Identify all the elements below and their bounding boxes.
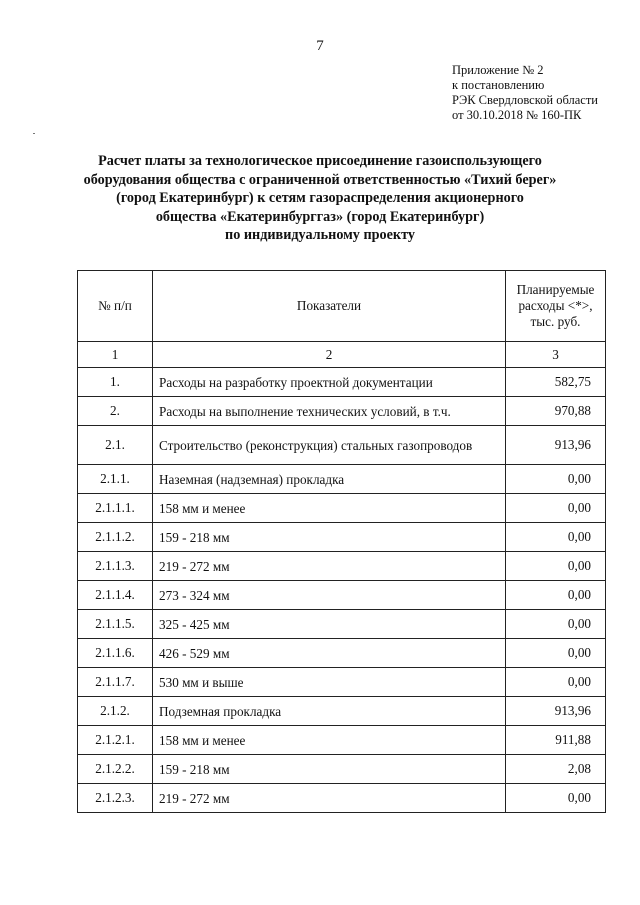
table-row <box>78 465 606 494</box>
table-row <box>78 668 606 697</box>
row-value: 913,96 <box>506 426 606 465</box>
page-number: 7 <box>316 38 324 54</box>
column-number: 3 <box>506 342 606 368</box>
table-row <box>78 755 606 784</box>
appendix-line: к постановлению <box>452 78 545 92</box>
table-row <box>78 368 606 397</box>
appendix-line: от 30.10.2018 № 160-ПК <box>452 108 582 122</box>
table-row <box>78 581 606 610</box>
table-row <box>78 397 606 426</box>
row-number: 2.1.2.3. <box>78 784 153 813</box>
row-value: 0,00 <box>506 465 606 494</box>
row-value: 2,08 <box>506 755 606 784</box>
row-number: 2.1.1. <box>78 465 153 494</box>
row-label: 530 мм и выше <box>153 668 506 697</box>
row-label: 325 - 425 мм <box>153 610 506 639</box>
row-number: 2. <box>78 397 153 426</box>
table-row <box>78 639 606 668</box>
row-label: Расходы на разработку проектной документации <box>153 368 506 397</box>
row-label: 159 - 218 мм <box>153 755 506 784</box>
row-number: 2.1. <box>78 426 153 465</box>
appendix-line: РЭК Свердловской области <box>452 93 598 107</box>
row-value: 970,88 <box>506 397 606 426</box>
header-number: № п/п <box>78 271 153 342</box>
row-value: 0,00 <box>506 552 606 581</box>
header-indicators: Показатели <box>153 271 506 342</box>
row-number: 2.1.1.7. <box>78 668 153 697</box>
row-value: 913,96 <box>506 697 606 726</box>
scan-speck <box>33 133 35 134</box>
row-value: 911,88 <box>506 726 606 755</box>
row-number: 2.1.1.6. <box>78 639 153 668</box>
row-value: 0,00 <box>506 610 606 639</box>
table-body <box>78 368 606 813</box>
row-value: 0,00 <box>506 784 606 813</box>
appendix-line: Приложение № 2 <box>452 63 544 77</box>
table-row <box>78 552 606 581</box>
table-row <box>78 726 606 755</box>
column-number: 1 <box>78 342 153 368</box>
row-number: 2.1.1.3. <box>78 552 153 581</box>
column-number-row <box>78 342 606 368</box>
row-number: 2.1.1.5. <box>78 610 153 639</box>
row-value: 0,00 <box>506 668 606 697</box>
row-number: 2.1.1.2. <box>78 523 153 552</box>
header-planned-costs: Планируемые расходы <*>, тыс. руб. <box>506 271 606 342</box>
row-number: 2.1.1.4. <box>78 581 153 610</box>
row-label: Наземная (надземная) прокладка <box>153 465 506 494</box>
column-number: 2 <box>153 342 506 368</box>
title-line: (город Екатеринбург) к сетям газораспределения акционерного <box>116 190 524 207</box>
table-row <box>78 426 606 465</box>
table-row <box>78 697 606 726</box>
row-number: 2.1.2. <box>78 697 153 726</box>
row-value: 0,00 <box>506 639 606 668</box>
row-label: 426 - 529 мм <box>153 639 506 668</box>
row-label: 159 - 218 мм <box>153 523 506 552</box>
title-line: общества «Екатеринбурггаз» (город Екатеринбург) <box>155 208 485 225</box>
cost-table <box>77 270 606 813</box>
table-row <box>78 610 606 639</box>
row-label: 158 мм и менее <box>153 494 506 523</box>
row-number: 1. <box>78 368 153 397</box>
row-label: 219 - 272 мм <box>153 784 506 813</box>
row-number: 2.1.2.1. <box>78 726 153 755</box>
row-label: 219 - 272 мм <box>153 552 506 581</box>
title-line: по индивидуальному проекту <box>225 227 415 244</box>
row-label: 158 мм и менее <box>153 726 506 755</box>
table-row <box>78 494 606 523</box>
title-line: Расчет платы за технологическое присоединение газоиспользующего <box>98 153 542 169</box>
document-title <box>60 152 580 245</box>
table-row <box>78 523 606 552</box>
row-number: 2.1.1.1. <box>78 494 153 523</box>
row-label: Подземная прокладка <box>153 697 506 726</box>
row-number: 2.1.2.2. <box>78 755 153 784</box>
table-header-row <box>78 271 606 342</box>
row-label: Строительство (реконструкция) стальных газопроводов <box>153 426 506 465</box>
title-line: оборудования общества с ограниченной ответственностью «Тихий берег» <box>83 171 557 188</box>
row-label: Расходы на выполнение технических условий, в т.ч. <box>153 397 506 426</box>
row-value: 0,00 <box>506 523 606 552</box>
row-value: 582,75 <box>506 368 606 397</box>
table-row <box>78 784 606 813</box>
row-label: 273 - 324 мм <box>153 581 506 610</box>
appendix-reference <box>452 63 598 123</box>
row-value: 0,00 <box>506 494 606 523</box>
row-value: 0,00 <box>506 581 606 610</box>
